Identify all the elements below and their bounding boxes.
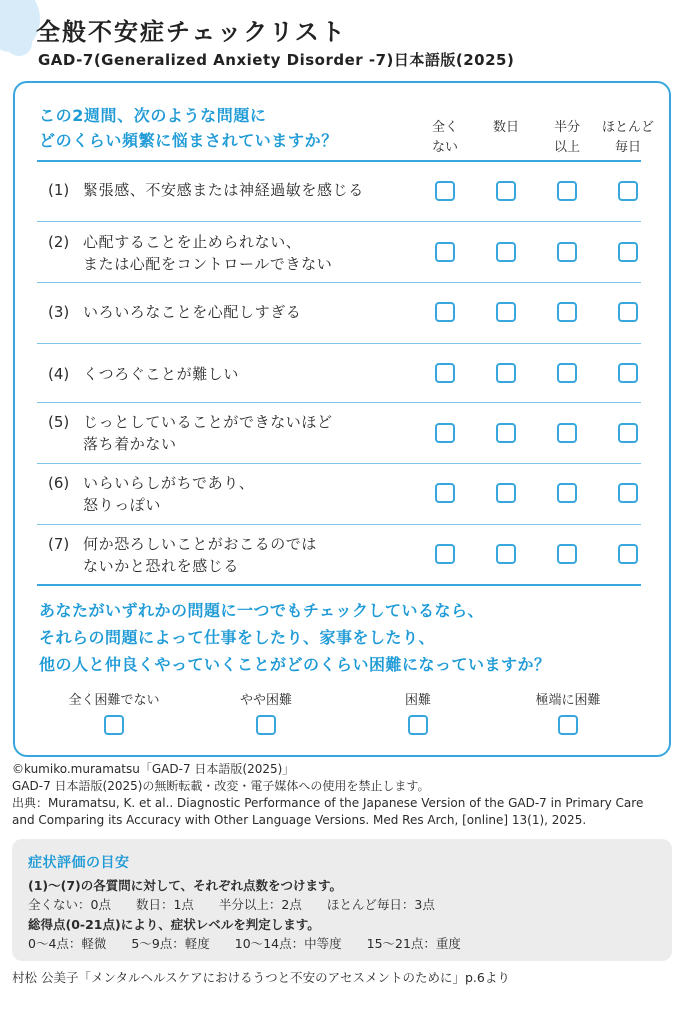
header-divider — [37, 160, 641, 162]
page-title: 全般不安症チェックリスト — [36, 18, 347, 46]
q3-checkbox-nearly-every-day[interactable] — [618, 302, 638, 322]
row-divider — [37, 343, 641, 344]
q3-checkbox-more-than-half[interactable] — [557, 302, 577, 322]
q2-checkbox-not-at-all[interactable] — [435, 242, 455, 262]
q7-checkbox-several-days[interactable] — [496, 544, 516, 564]
difficulty-label-not-difficult: 全く困難でない — [68, 693, 160, 708]
column-header-not-at-all: 全く ない — [431, 120, 458, 155]
question-6-text: いらいらしがちであり、 怒りっぽい — [83, 474, 255, 514]
decorative-cloud-small — [6, 30, 32, 56]
q7-checkbox-more-than-half[interactable] — [557, 544, 577, 564]
page-subtitle: GAD-7(Generalized Anxiety Disorder -7)日本語版(2025) — [38, 51, 515, 69]
difficulty-checkbox-extremely[interactable] — [558, 715, 578, 735]
q5-checkbox-several-days[interactable] — [496, 423, 516, 443]
row-divider — [37, 282, 641, 283]
q6-checkbox-several-days[interactable] — [496, 483, 516, 503]
question-2-text: 心配することを止められない、 または心配をコントロールできない — [83, 233, 333, 273]
evaluation-instruction: (1)～(7)の各質問に対して、それぞれ点数をつけます。 — [28, 878, 342, 893]
column-header-several-days: 数日 — [492, 120, 519, 135]
question-2-number: (2) — [48, 233, 70, 251]
q6-checkbox-nearly-every-day[interactable] — [618, 483, 638, 503]
difficulty-checkbox-very[interactable] — [408, 715, 428, 735]
difficulty-question: あなたがいずれかの問題に一つでもチェックしているなら、 それらの問題によって仕事をしたり、家事をしたり、 他の人と仲良くやっていくことがどのくらい困難になっていますか？ — [39, 601, 551, 674]
difficulty-label-somewhat: やや困難 — [239, 693, 292, 708]
question-7-text: 何か恐ろしいことがおこるのでは ないかと恐れを感じる — [83, 535, 318, 575]
difficulty-label-very: 困難 — [404, 693, 431, 708]
row-divider — [37, 463, 641, 464]
q2-checkbox-nearly-every-day[interactable] — [618, 242, 638, 262]
evaluation-scoring: 全くない：0点 数日：1点 半分以上：2点 ほとんど毎日：3点 — [28, 897, 435, 912]
q1-checkbox-not-at-all[interactable] — [435, 181, 455, 201]
q1-checkbox-several-days[interactable] — [496, 181, 516, 201]
question-7-number: (7) — [48, 535, 70, 553]
difficulty-checkbox-somewhat[interactable] — [256, 715, 276, 735]
column-header-nearly-every-day: ほとんど 毎日 — [601, 120, 654, 155]
q2-checkbox-more-than-half[interactable] — [557, 242, 577, 262]
question-4-number: (4) — [48, 365, 70, 383]
q5-checkbox-not-at-all[interactable] — [435, 423, 455, 443]
q5-checkbox-nearly-every-day[interactable] — [618, 423, 638, 443]
q3-checkbox-several-days[interactable] — [496, 302, 516, 322]
q2-checkbox-several-days[interactable] — [496, 242, 516, 262]
q5-checkbox-more-than-half[interactable] — [557, 423, 577, 443]
q6-checkbox-not-at-all[interactable] — [435, 483, 455, 503]
q3-checkbox-not-at-all[interactable] — [435, 302, 455, 322]
question-1-number: (1) — [48, 181, 70, 199]
q4-checkbox-several-days[interactable] — [496, 363, 516, 383]
q7-checkbox-not-at-all[interactable] — [435, 544, 455, 564]
checklist-intro-line2: どのくらい頻繁に悩まされていますか？ — [39, 131, 338, 150]
q1-checkbox-nearly-every-day[interactable] — [618, 181, 638, 201]
q4-checkbox-nearly-every-day[interactable] — [618, 363, 638, 383]
question-3-number: (3) — [48, 303, 70, 321]
question-4-text: くつろぐことが難しい — [83, 365, 240, 383]
evaluation-levels: 0～4点：軽微 5～9点：軽度 10～14点：中等度 15～21点：重度 — [28, 936, 461, 951]
question-6-number: (6) — [48, 474, 70, 492]
q7-checkbox-nearly-every-day[interactable] — [618, 544, 638, 564]
row-divider — [37, 524, 641, 525]
questions-end-divider — [37, 584, 641, 586]
question-5-number: (5) — [48, 413, 70, 431]
evaluation-total-instruction: 総得点(0-21点)により、症状レベルを判定します。 — [28, 917, 320, 932]
source-citation: 村松 公美子「メンタルヘルスケアにおけるうつと不安のアセスメントのために」p.6より — [12, 970, 510, 985]
row-divider — [37, 221, 641, 222]
question-5-text: じっとしていることができないほど 落ち着かない — [83, 413, 333, 453]
difficulty-checkbox-not-difficult[interactable] — [104, 715, 124, 735]
question-3-text: いろいろなことを心配しすぎる — [83, 303, 302, 321]
question-1-text: 緊張感、不安感または神経過敏を感じる — [83, 181, 364, 199]
q6-checkbox-more-than-half[interactable] — [557, 483, 577, 503]
q1-checkbox-more-than-half[interactable] — [557, 181, 577, 201]
row-divider — [37, 402, 641, 403]
q4-checkbox-more-than-half[interactable] — [557, 363, 577, 383]
copyright-notice: ©kumiko.muramatsu「GAD-7 日本語版(2025)」 GAD-7 日本語版(2025)の無断転載・改変・電子媒体への使用を禁止します。 出典：Muramatsu, K. et al.. Diagnostic Performance of the Japanese Version of the GAD-7 in Primary Care and Comparing its Accuracy with Other Language Versions. Med Res Arch, [online] 13(1), 2025. — [12, 762, 644, 827]
q4-checkbox-not-at-all[interactable] — [435, 363, 455, 383]
checklist-intro-line1: この2週間、次のような問題に — [39, 106, 267, 125]
difficulty-label-extremely: 極端に困難 — [535, 693, 601, 708]
checklist-intro — [39, 103, 419, 153]
evaluation-title: 症状評価の目安 — [28, 855, 130, 871]
column-header-more-than-half: 半分 以上 — [553, 120, 580, 155]
